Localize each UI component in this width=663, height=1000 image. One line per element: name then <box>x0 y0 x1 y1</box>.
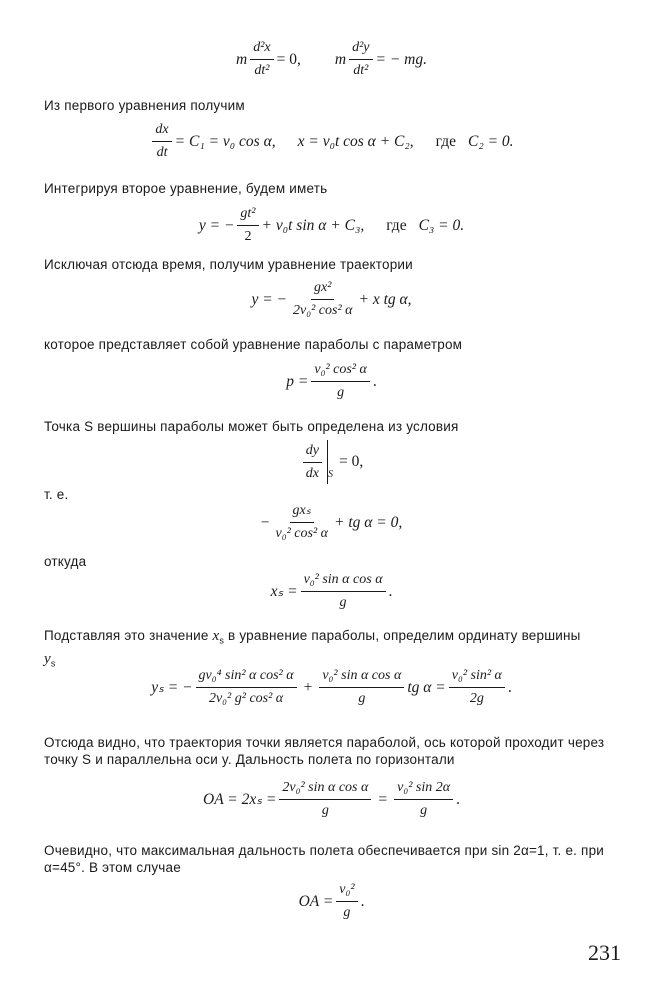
frac-den: dt² <box>254 63 270 78</box>
eq-text: = C₁ = v₀ cos α, <box>174 132 276 150</box>
fraction <box>311 360 370 403</box>
eq-text: = − mg. <box>375 50 427 68</box>
eq-text: x = v₀t cos α + C₂, <box>297 132 414 150</box>
fraction <box>394 778 453 821</box>
frac-num: gv₀⁴ sin² α cos² α <box>196 666 297 688</box>
frac-den: dx <box>305 465 319 481</box>
frac-den: dt <box>156 145 168 160</box>
frac-num: gt² <box>237 204 258 226</box>
eq-text: + x tg α, <box>358 290 412 308</box>
equation-parameter <box>0 360 663 403</box>
paragraph: которое представляет собой уравнение параболы с параметром <box>44 337 463 352</box>
fraction <box>303 441 322 484</box>
eq-text: yₛ = − <box>151 679 193 696</box>
fraction <box>237 204 258 247</box>
fraction <box>152 120 171 163</box>
frac-den: 2v₀² cos² α <box>293 303 353 318</box>
var-sub: s <box>219 635 225 646</box>
page-number: 231 <box>588 940 621 965</box>
var-y: y <box>44 650 51 667</box>
paragraph: Отсюда видно, что траектория точки является параболой, ось которой проходит через точку S и параллельна оси y. Дальность полета по горизонтали <box>44 735 605 767</box>
frac-num: v₀² cos² α <box>311 360 370 382</box>
eq-text: + tg α = 0, <box>334 513 403 531</box>
frac-den: g <box>337 385 345 400</box>
frac-den: g <box>420 803 428 818</box>
paragraph: т. е. <box>44 487 69 502</box>
var-x: x <box>212 628 220 644</box>
eq-text: = <box>378 790 388 808</box>
eq-text: . <box>507 678 512 696</box>
fraction <box>301 570 386 613</box>
frac-den: 2g <box>469 691 484 706</box>
equation-xs <box>0 570 663 613</box>
frac-den: g <box>343 905 351 920</box>
paragraph: Из первого уравнения получим <box>44 98 245 113</box>
eq-text: . <box>360 892 365 910</box>
equation-ys <box>0 666 663 709</box>
eq-text: где <box>435 132 456 150</box>
eq-text: где <box>386 216 407 234</box>
eq-text: + v₀t sin α + C₃, <box>261 216 365 234</box>
eq-text: . <box>388 582 393 600</box>
frac-num: v₀² sin² α <box>449 666 505 688</box>
equation-range <box>0 778 663 821</box>
frac-num: v₀² sin α cos α <box>319 666 404 688</box>
eq-text: + <box>303 678 313 696</box>
frac-num: d²x <box>250 38 273 60</box>
frac-num: v₀² sin 2α <box>394 778 453 800</box>
frac-den: g <box>339 595 347 610</box>
equation-trajectory <box>0 278 663 321</box>
eq-text: y = − <box>251 290 287 308</box>
eq-text: = 0, <box>276 50 301 68</box>
fraction <box>279 778 371 821</box>
eq-text: y = − <box>198 216 235 234</box>
equation-motion <box>0 38 663 81</box>
fraction <box>250 38 273 81</box>
equation-vertex-condition <box>0 440 663 484</box>
eq-text: . <box>456 790 460 808</box>
eq-text: C₃ = 0. <box>418 216 465 234</box>
eq-text: tg α = <box>407 678 446 696</box>
eq-text: OA = <box>298 892 334 910</box>
eq-text: m <box>334 50 347 68</box>
frac-den: v₀² cos² α <box>275 526 328 541</box>
frac-den: 2v₀² g² cos² α <box>208 691 284 706</box>
frac-den: g <box>358 691 366 706</box>
eq-text: = 0, <box>338 453 364 470</box>
paragraph: откуда <box>44 554 87 569</box>
equation-y <box>0 204 663 247</box>
equation-max-range <box>0 880 663 923</box>
frac-den: g <box>321 803 329 818</box>
equation-velocity <box>0 120 663 163</box>
evaluation-bar <box>327 440 328 484</box>
eq-text: − <box>260 513 270 531</box>
paragraph: Исключая отсюда время, получим уравнение траектории <box>44 257 413 272</box>
eq-text: S <box>327 469 333 480</box>
paragraph-text: в уравнение параболы, определим ординату вершины <box>224 628 581 643</box>
fraction <box>196 666 297 709</box>
fraction <box>349 38 372 81</box>
eq-text: . <box>372 372 377 390</box>
frac-den: 2 <box>244 229 252 244</box>
fraction <box>273 501 332 544</box>
eq-text: xₛ = <box>270 583 298 600</box>
fraction <box>290 278 356 321</box>
fraction <box>449 666 505 709</box>
paragraph: Интегрируя второе уравнение, будем иметь <box>44 181 328 196</box>
frac-num: d²y <box>349 38 372 60</box>
frac-num: dx <box>152 120 171 142</box>
paragraph: Очевидно, что максимальная дальность полета обеспечивается при sin 2α=1, т. е. при α=45°. В этом случае <box>44 843 605 875</box>
frac-num: dy <box>303 441 322 463</box>
eq-text: m <box>236 50 248 68</box>
eq-text: C₂ = 0. <box>468 132 514 150</box>
frac-num: gx² <box>311 278 334 300</box>
frac-num: 2v₀² sin α cos α <box>279 778 371 800</box>
var-sub: s <box>50 658 56 669</box>
frac-num: v₀² <box>336 880 357 902</box>
frac-den: dt² <box>353 63 369 78</box>
paragraph: Точка S вершины параболы может быть определена из условия <box>44 419 459 434</box>
frac-num: gxₛ <box>290 501 314 523</box>
fraction <box>319 666 404 709</box>
frac-num: v₀² sin α cos α <box>301 570 386 592</box>
equation-derivative <box>0 501 663 544</box>
eq-text: OA = 2xₛ = <box>203 791 277 808</box>
paragraph-text: Подставляя это значение <box>44 628 213 643</box>
eq-text: p = <box>286 372 309 390</box>
fraction <box>336 880 357 923</box>
